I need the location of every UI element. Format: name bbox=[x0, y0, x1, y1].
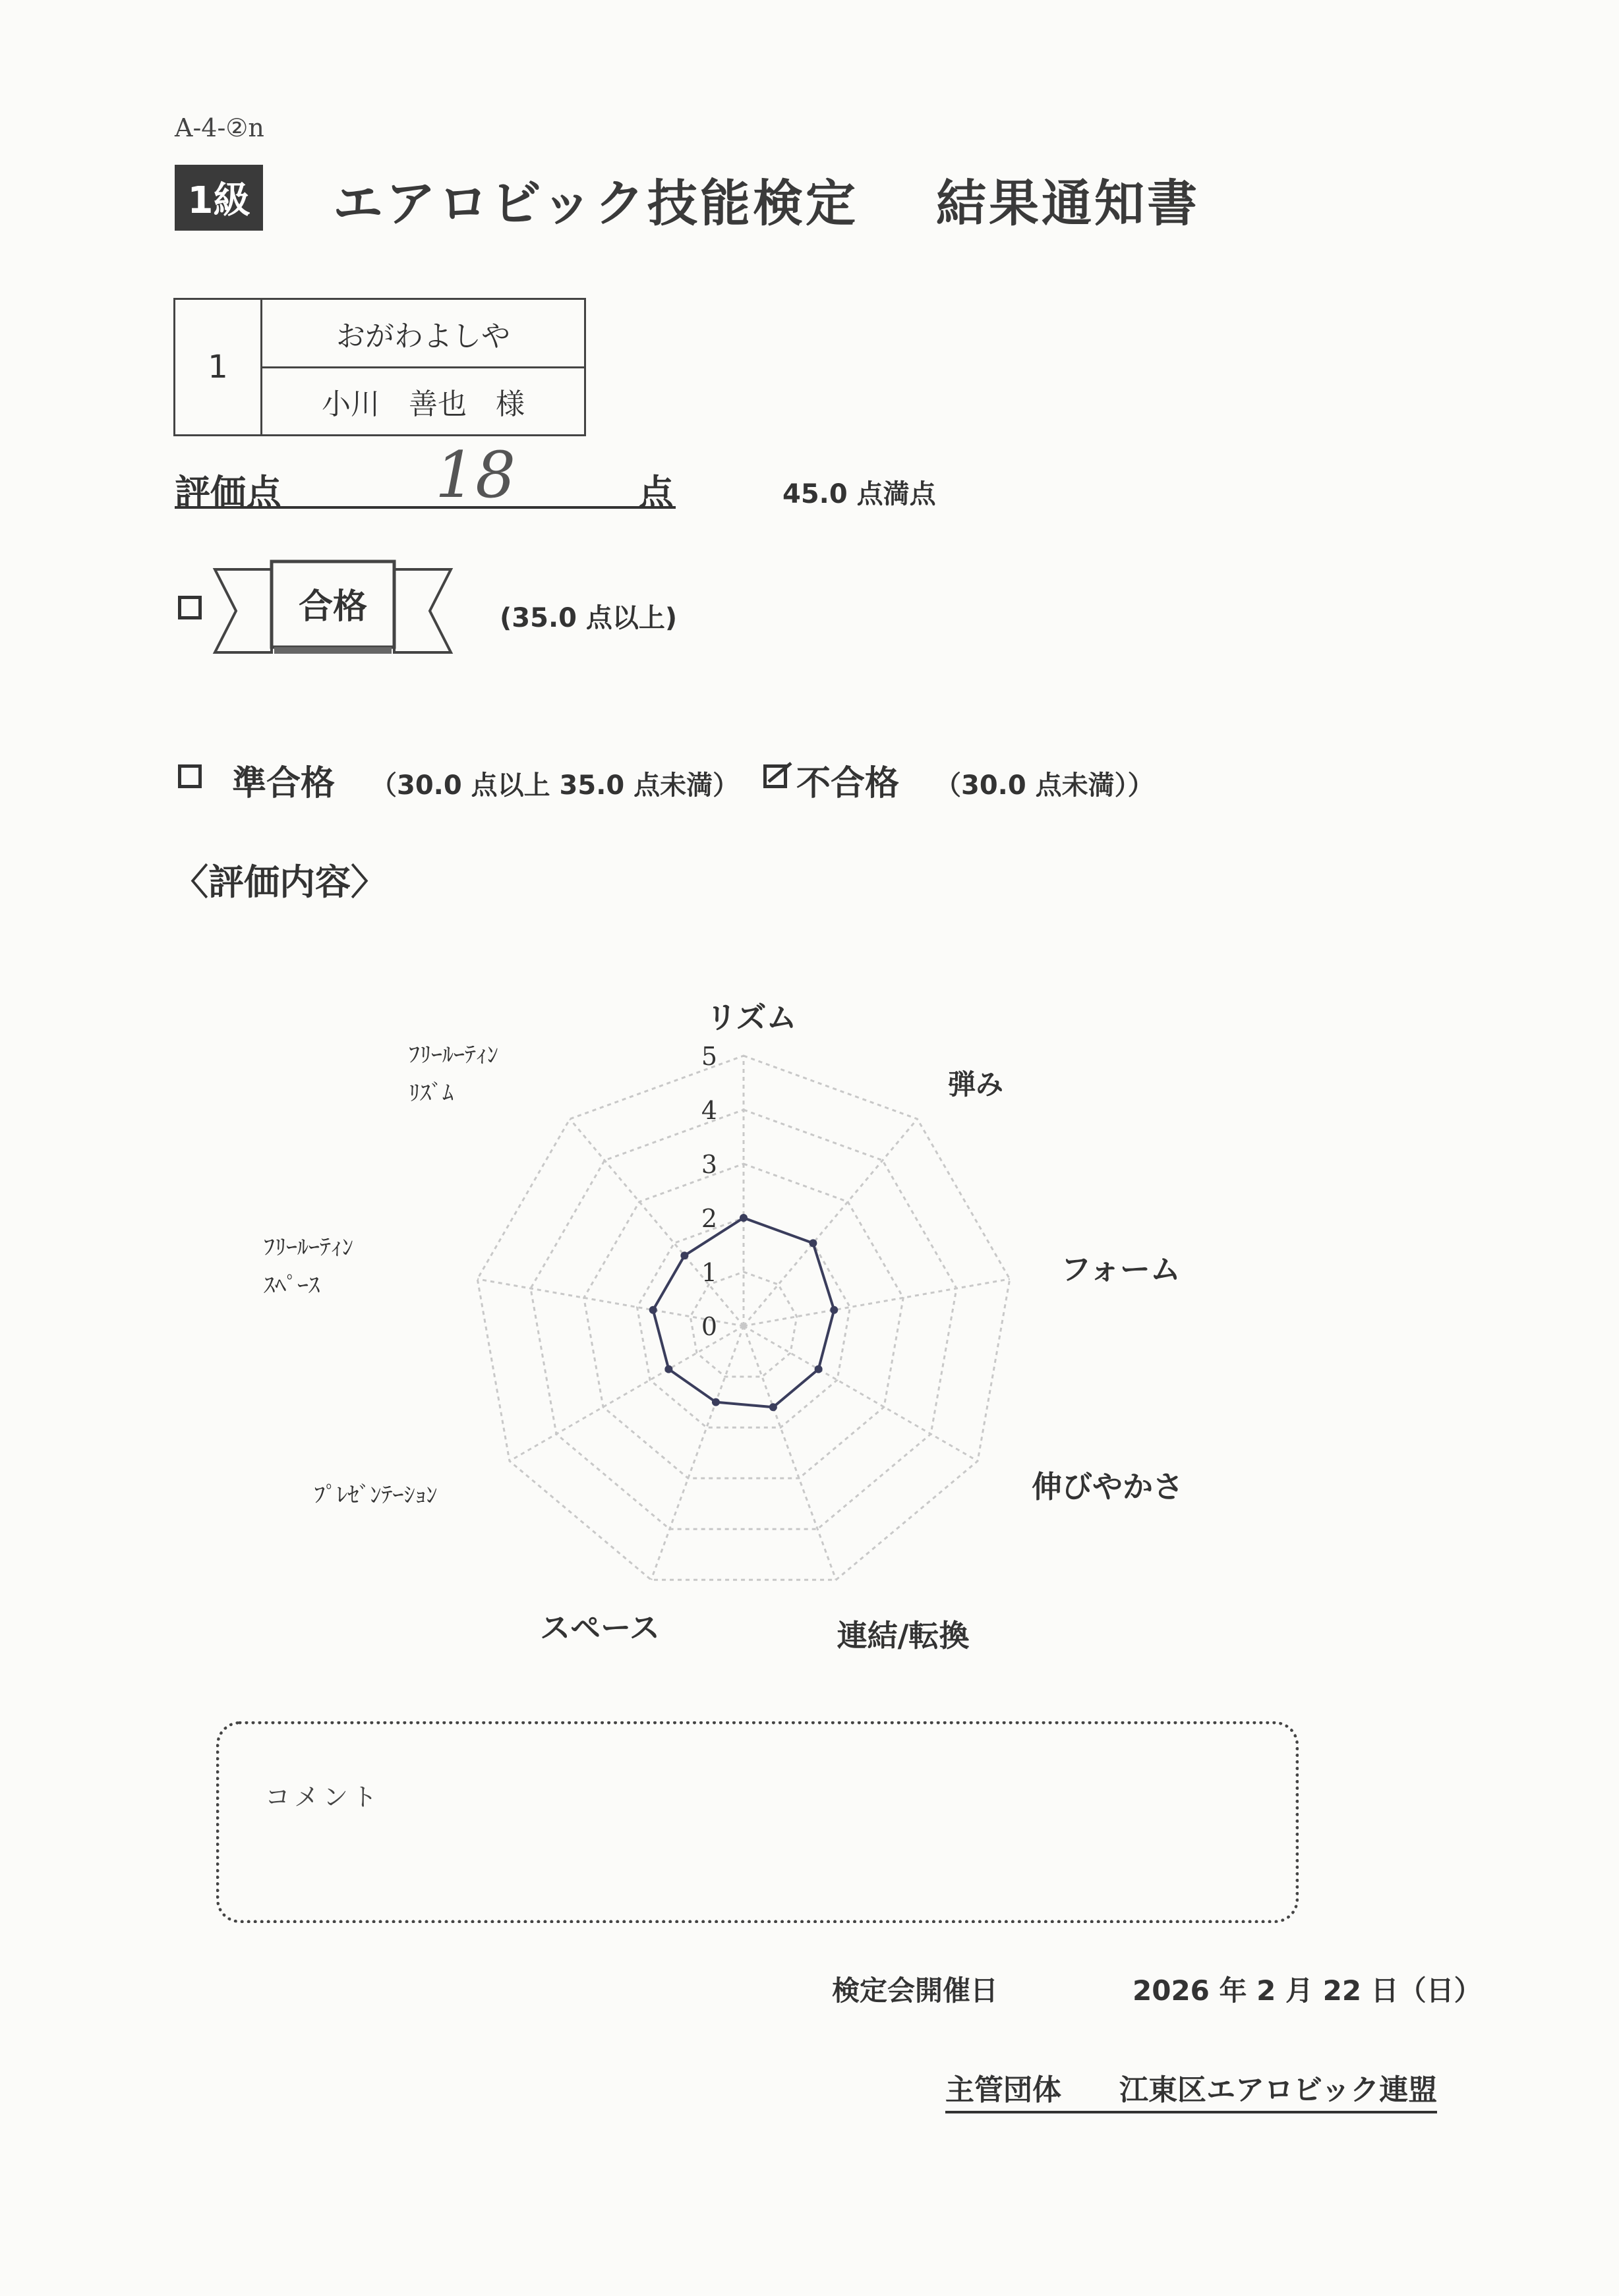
page-title-suffix: 結果通知書 bbox=[936, 174, 1200, 233]
semi-pass-label: 準合格 bbox=[232, 764, 336, 803]
evaluation-heading: 〈評価内容〉 bbox=[173, 861, 386, 903]
data-point bbox=[712, 1398, 720, 1406]
tick-label: 4 bbox=[701, 1096, 718, 1125]
axis-label: スペース bbox=[540, 1610, 660, 1646]
examinee-number: 1 bbox=[175, 300, 262, 434]
examinee-name-kana: おがわよしや bbox=[262, 300, 584, 368]
grid-spoke-7 bbox=[510, 1326, 744, 1461]
grid-spoke-4 bbox=[744, 1326, 978, 1461]
axis-label: 連結/転換 bbox=[837, 1618, 970, 1653]
axis-label: ﾌﾟﾚｾﾞﾝﾃｰｼｮﾝ bbox=[314, 1482, 438, 1508]
comment-box[interactable] bbox=[216, 1721, 1299, 1923]
axis-label: フォーム bbox=[1061, 1251, 1181, 1287]
pass-condition: (35.0 点以上) bbox=[500, 603, 678, 633]
grid-spoke-6 bbox=[651, 1326, 744, 1580]
page-title: エアロビック技能検定 bbox=[333, 174, 858, 233]
examinee-name-kanji: 小川 善也 様 bbox=[322, 387, 525, 421]
data-point bbox=[649, 1306, 657, 1314]
pass-label: 合格 bbox=[298, 587, 368, 627]
axis-label: 伸びやかさ bbox=[1032, 1469, 1183, 1505]
data-point bbox=[680, 1251, 688, 1259]
axis-label: ﾌﾘｰﾙｰﾃｨﾝ bbox=[264, 1234, 353, 1261]
tick-label: 1 bbox=[701, 1258, 718, 1287]
grid-spoke-5 bbox=[744, 1326, 836, 1580]
exam-date-label: 検定会開催日 bbox=[832, 1974, 999, 2007]
axis-label: ｽﾍﾟｰｽ bbox=[264, 1272, 320, 1299]
grid-spoke-3 bbox=[744, 1279, 1010, 1326]
tick-label: 5 bbox=[701, 1042, 718, 1071]
score-value-handwritten: 18 bbox=[435, 438, 516, 512]
grid-ring-3 bbox=[584, 1164, 904, 1478]
semi-pass-condition: （30.0 点以上 35.0 点未満） bbox=[370, 770, 740, 801]
data-point bbox=[809, 1239, 817, 1247]
exam-date-value: 2026 年 2 月 22 日（日） bbox=[1133, 1974, 1482, 2007]
score-unit: 点 bbox=[638, 472, 674, 513]
score-label: 評価点 bbox=[175, 472, 281, 513]
max-score: 45.0 点満点 bbox=[782, 479, 936, 509]
grade-badge: 1級 bbox=[175, 165, 263, 231]
tick-label: 3 bbox=[701, 1150, 718, 1179]
fail-label: 不合格 bbox=[796, 764, 900, 803]
data-point bbox=[664, 1365, 672, 1373]
data-point bbox=[769, 1403, 777, 1411]
data-point bbox=[740, 1214, 748, 1222]
axis-label: 弾み bbox=[947, 1068, 1004, 1101]
data-point bbox=[815, 1365, 823, 1373]
tick-label: 0 bbox=[701, 1312, 718, 1341]
tick-label: 2 bbox=[701, 1204, 718, 1233]
axis-label: リズム bbox=[706, 1000, 797, 1035]
document-code: A-4-②n bbox=[175, 113, 264, 142]
fail-condition: （30.0 点未満）） bbox=[935, 770, 1154, 801]
axis-label: ﾘｽﾞﾑ bbox=[409, 1079, 454, 1106]
axis-label: ﾌﾘｰﾙｰﾃｨﾝ bbox=[409, 1042, 498, 1068]
comment-label: コメント bbox=[265, 1783, 382, 1812]
organizer: 主管団体 江東区エアロビック連盟 bbox=[945, 2066, 1437, 2113]
grid-spoke-9 bbox=[570, 1119, 744, 1326]
data-point bbox=[830, 1306, 838, 1314]
